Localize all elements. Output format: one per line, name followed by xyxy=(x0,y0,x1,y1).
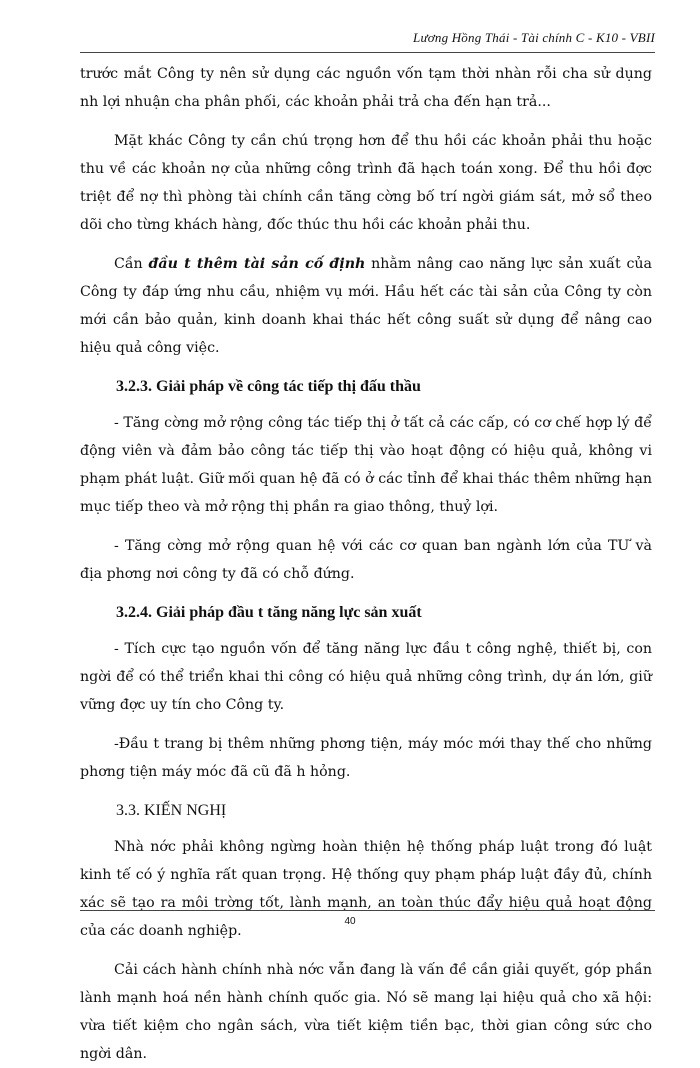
section-heading: 3.3. KIẾN NGHỊ xyxy=(116,802,227,819)
paragraph: trước mắt Công ty nên sử dụng các nguồn vốn tạm thời nhàn rỗi cha sử dụng nh lợi nhuận cha phân phối, các khoản phải trả cha đến hạn trả... xyxy=(80,66,652,110)
paragraph: Mặt khác Công ty cần chú trọng hơn để thu hồi các khoản phải thu hoặc thu về các khoản nợ của những công trình đã hạch toán xong. Để thu hồi đợc triệt để nợ thì phòng tài chính cần tăng cờng bố trí ngời giám sát, mở sổ theo dõi cho từng khách hàng, đốc thúc thu hồi các khoản phải thu. xyxy=(80,133,652,233)
section-heading: 3.2.4. Giải pháp đầu t tăng năng lực sản xuất xyxy=(116,604,422,621)
emphasized-phrase: đầu t thêm tài sản cố định xyxy=(148,256,366,272)
paragraph: - Tăng cờng mở rộng quan hệ với các cơ quan ban ngành lớn của TƯ và địa phơng nơi công ty đã có chỗ đứng. xyxy=(80,538,652,582)
paragraph: Nhà nớc phải không ngừng hoàn thiện hệ thống pháp luật trong đó luật kinh tế có ý nghĩa rất quan trọng. Hệ thống quy phạm pháp luật đầy đủ, chính xác sẽ tạo ra môi trờng tốt, lành mạnh, an toàn thúc đẩy hiệu quả hoạt động của các doanh nghiệp. xyxy=(80,839,652,939)
text-run: Cần xyxy=(114,256,149,272)
paragraph: Cải cách hành chính nhà nớc vẫn đang là vấn đề cần giải quyết, góp phần lành mạnh hoá nền hành chính quốc gia. Nó sẽ mang lại hiệu quả cho xã hội: vừa tiết kiệm cho ngân sách, vừa tiết kiệm tiền bạc, thời gian công sức cho ngời dân. xyxy=(80,962,652,1062)
paragraph: - Tăng cờng mở rộng công tác tiếp thị ở tất cả các cấp, có cơ chế hợp lý để động viên và đảm bảo công tác tiếp thị vào hoạt động có hiệu quả, không vi phạm phát luật. Giữ mối quan hệ đã có ở các tỉnh để khai thác thêm những hạn mục tiếp theo và mở rộng thị phần ra giao thông, thuỷ lợi. xyxy=(80,415,652,515)
paragraph: - Tích cực tạo nguồn vốn để tăng năng lực đầu t công nghệ, thiết bị, con ngời để có thể triển khai thi công có hiệu quả những công trình, dự án lớn, giữ vững đợc uy tín cho Công ty. xyxy=(80,641,652,713)
paragraph xyxy=(80,250,652,362)
text-run: nhằm nâng cao năng lực sản xuất của Công ty đáp ứng nhu cầu, nhiệm vụ mới. Hầu hết các tài sản của Công ty còn mới cần bảo quản, kinh doanh khai thác hết công suất sử dụng để nâng cao hiệu quả công việc. xyxy=(80,256,652,356)
footer-divider xyxy=(80,910,655,911)
section-heading: 3.2.3. Giải pháp về công tác tiếp thị đấu thầu xyxy=(116,378,421,395)
page-number: 40 xyxy=(344,916,356,927)
running-header xyxy=(80,30,655,53)
running-title: Lương Hồng Thái - Tài chính C - K10 - VBII xyxy=(413,30,655,45)
paragraph: -Đầu t trang bị thêm những phơng tiện, máy móc mới thay thế cho những phơng tiện máy móc đã cũ đã h hỏng. xyxy=(80,736,652,780)
